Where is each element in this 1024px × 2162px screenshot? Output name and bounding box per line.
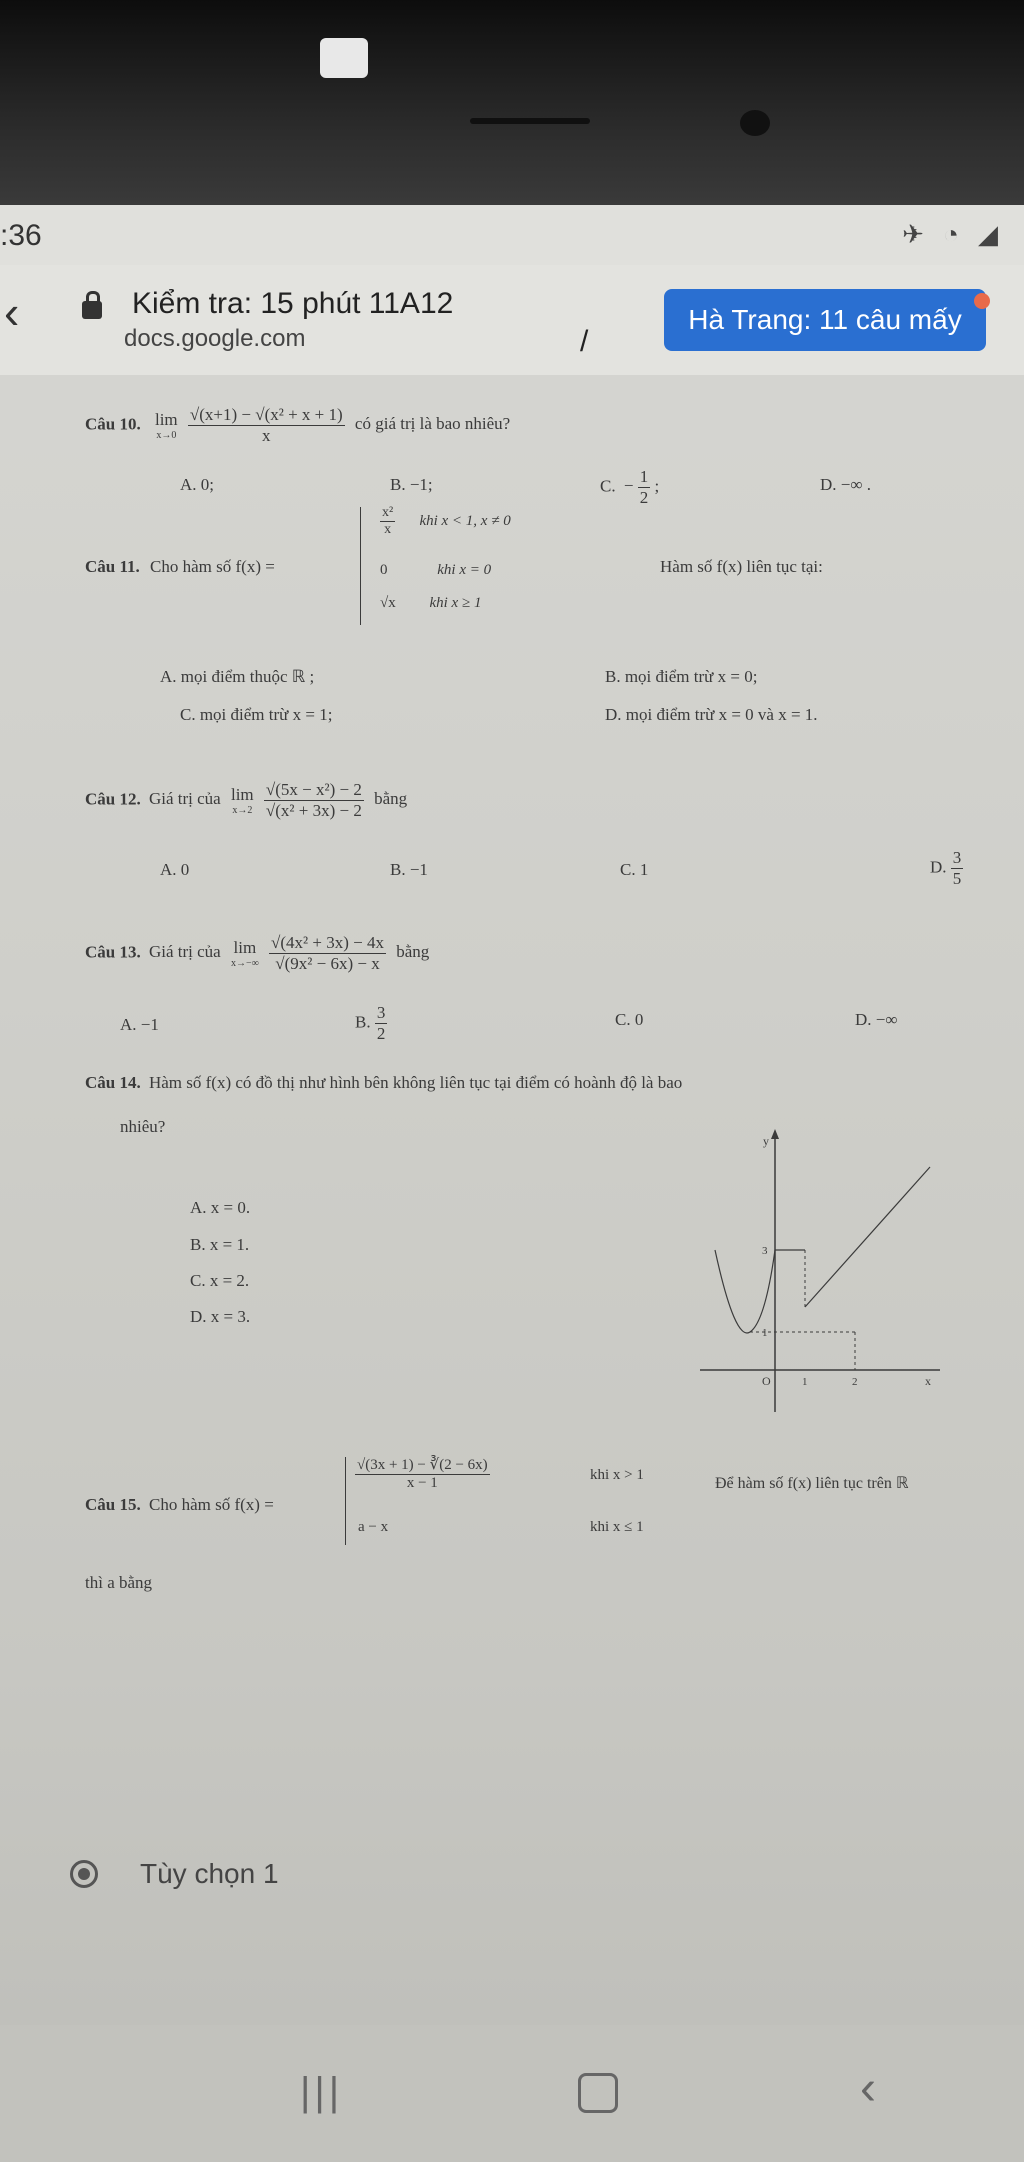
home-icon[interactable]	[578, 2073, 618, 2113]
graph-parabola	[715, 1250, 775, 1333]
q10-lim-sub: x→0	[156, 430, 177, 441]
q11-case1	[380, 505, 511, 538]
back-arrow-icon[interactable]: ‹	[4, 286, 20, 338]
q12-option-a: A. 0	[160, 860, 190, 879]
radio-selected-icon[interactable]	[70, 1860, 98, 1888]
q11-brace	[360, 507, 361, 625]
graph-origin: O	[762, 1374, 771, 1388]
q13-b-prefix: B.	[355, 1012, 371, 1032]
page-url[interactable]: docs.google.com	[124, 325, 306, 352]
q11-case1-den: x	[384, 522, 392, 537]
q14-option-d: D. x = 3.	[190, 1307, 251, 1326]
q15-tail: Để hàm số f(x) liên tục trên ℝ	[715, 1475, 909, 1492]
q14-text: Hàm số f(x) có đồ thị như hình bên không liên tục tại điểm có hoành độ là bao	[148, 1073, 683, 1092]
q11-label: Câu 11.	[85, 557, 140, 576]
q14-label: Câu 14.	[85, 1073, 141, 1092]
q12-option-b: B. −1	[390, 860, 428, 879]
graph-ytick-1: 1	[762, 1327, 768, 1339]
question-12	[85, 780, 407, 821]
q14-graph	[690, 1127, 950, 1417]
q15-label: Câu 15.	[85, 1495, 141, 1514]
q14-option-a: A. x = 0.	[190, 1198, 251, 1217]
q12-label: Câu 12.	[85, 789, 141, 809]
q11-option-b: B. mọi điểm trừ x = 0;	[605, 667, 758, 686]
q11-case2	[380, 562, 491, 579]
q13-label: Câu 13.	[85, 942, 141, 962]
notification-dot-icon	[974, 293, 990, 309]
q13-b-den: 2	[376, 1024, 386, 1043]
q11-text: Cho hàm số f(x) =	[150, 557, 275, 576]
q13-option-c: C. 0	[615, 1010, 644, 1029]
q12-denominator: √(x² + 3x) − 2	[265, 801, 362, 820]
q12-option-d	[930, 848, 963, 889]
q10-option-b: B. −1;	[390, 475, 433, 494]
question-14	[85, 1073, 682, 1093]
q11-option-c: C. mọi điểm trừ x = 1;	[180, 705, 333, 724]
q11-option-a: A. mọi điểm thuộc ℝ ;	[160, 667, 315, 686]
q10-numerator: √(x+1) − √(x² + x + 1)	[189, 405, 343, 424]
q13-denominator: √(9x² − 6x) − x	[275, 954, 380, 973]
q11-option-d: D. mọi điểm trừ x = 0 và x = 1.	[605, 705, 818, 724]
q11-case1-num: x²	[382, 505, 394, 520]
question-10	[85, 405, 510, 446]
q13-b-num: 3	[376, 1003, 386, 1022]
q15-case2-val: a − x	[358, 1519, 389, 1535]
notification-text: Hà Trang: 11 câu mấy	[688, 304, 962, 335]
q12-option-c: C. 1	[620, 860, 649, 879]
q10-c-num: 1	[639, 467, 649, 486]
q14-text-cont: nhiêu?	[120, 1117, 166, 1136]
graph-tick-2: 2	[852, 1376, 858, 1388]
graph-line	[805, 1167, 930, 1307]
nav-back-icon[interactable]: ‹	[860, 2062, 876, 2115]
q14-option-c: C. x = 2.	[190, 1271, 250, 1290]
q13-tail: bằng	[396, 942, 430, 962]
status-time: :36	[0, 219, 42, 252]
q10-denominator: x	[262, 426, 271, 445]
sensor-icon	[740, 110, 770, 136]
phone-screen	[0, 205, 1024, 2162]
q11-case3-val: √x	[380, 595, 396, 611]
q15-text: Cho hàm số f(x) =	[148, 1495, 274, 1514]
q11-tail: Hàm số f(x) liên tục tại:	[660, 557, 823, 576]
graph-ytick-3: 3	[762, 1245, 768, 1257]
device-bezel	[0, 0, 1024, 205]
q10-text: có giá trị là bao nhiêu?	[354, 414, 511, 434]
q10-option-d: D. −∞ .	[820, 475, 871, 494]
q13-option-a: A. −1	[120, 1015, 159, 1034]
q12-d-num: 3	[952, 848, 962, 867]
graph-y-label: y	[763, 1134, 769, 1148]
q12-lim-sub: x→2	[232, 805, 253, 816]
graph-y-arrow-icon	[771, 1129, 779, 1139]
status-icons: ✈ ◔ ◢	[902, 219, 1004, 249]
chat-notification[interactable]	[664, 289, 986, 351]
camera-icon	[320, 38, 368, 78]
browser-toolbar	[0, 265, 1024, 375]
q10-lim: lim	[154, 410, 178, 429]
q15-case2-cond: khi x ≤ 1	[590, 1519, 644, 1535]
speaker-grille	[470, 118, 590, 124]
q12-tail: bằng	[374, 789, 408, 809]
graph-x-label: x	[925, 1374, 931, 1388]
q10-c-suffix: ;	[654, 476, 660, 496]
page-title: Kiểm tra: 15 phút 11A12	[132, 287, 454, 320]
status-bar	[0, 205, 1024, 265]
q10-c-den: 2	[639, 488, 649, 507]
q10-option-c: C. − $\frac{1}{2}$ ;	[600, 467, 660, 507]
q13-lim: lim	[233, 938, 257, 957]
q11-case2-cond: khi x = 0	[437, 562, 492, 578]
question-15	[85, 1495, 274, 1515]
q13-numerator: √(4x² + 3x) − 4x	[271, 933, 384, 952]
q11-case2-val: 0	[380, 562, 388, 578]
question-13	[85, 933, 429, 974]
question-11	[85, 557, 275, 577]
quiz-question-image	[50, 405, 1024, 1995]
q13-option-d: D. −∞	[855, 1010, 898, 1029]
q12-lim: lim	[230, 785, 254, 804]
q11-case1-cond: khi x < 1, x ≠ 0	[419, 513, 511, 530]
option-label[interactable]: Tùy chọn 1	[140, 1858, 279, 1889]
recents-icon[interactable]: |||	[300, 2070, 344, 2114]
q11-case3-cond: khi x ≥ 1	[429, 595, 482, 611]
q11-case3	[380, 595, 481, 612]
q12-text: Giá trị của	[148, 789, 221, 809]
pen-icon: /	[580, 325, 589, 358]
q15-case1-den: x − 1	[406, 1475, 438, 1491]
q13-lim-sub: x→−∞	[230, 958, 259, 969]
q12-d-prefix: D.	[930, 857, 947, 877]
q15-case1-num: √(3x + 1) − ∛(2 − 6x)	[357, 1457, 488, 1473]
q10-label: Câu 10.	[85, 414, 141, 434]
navigation-bar	[0, 2025, 1024, 2162]
q13-option-b	[355, 1003, 387, 1044]
graph-tick-1: 1	[802, 1376, 808, 1388]
lock-icon	[82, 301, 102, 319]
q10-option-a: A. 0;	[180, 475, 214, 494]
q14-option-b: B. x = 1.	[190, 1235, 250, 1254]
q13-text: Giá trị của	[148, 942, 221, 962]
q12-numerator: √(5x − x²) − 2	[265, 780, 362, 799]
q15-brace	[345, 1457, 346, 1545]
q10-c-prefix: C.	[600, 476, 616, 496]
q15-case1	[355, 1455, 490, 1492]
q12-d-den: 5	[952, 869, 962, 888]
q15-case1-cond: khi x > 1	[590, 1467, 644, 1483]
q15-text-cont: thì a bằng	[85, 1573, 153, 1592]
